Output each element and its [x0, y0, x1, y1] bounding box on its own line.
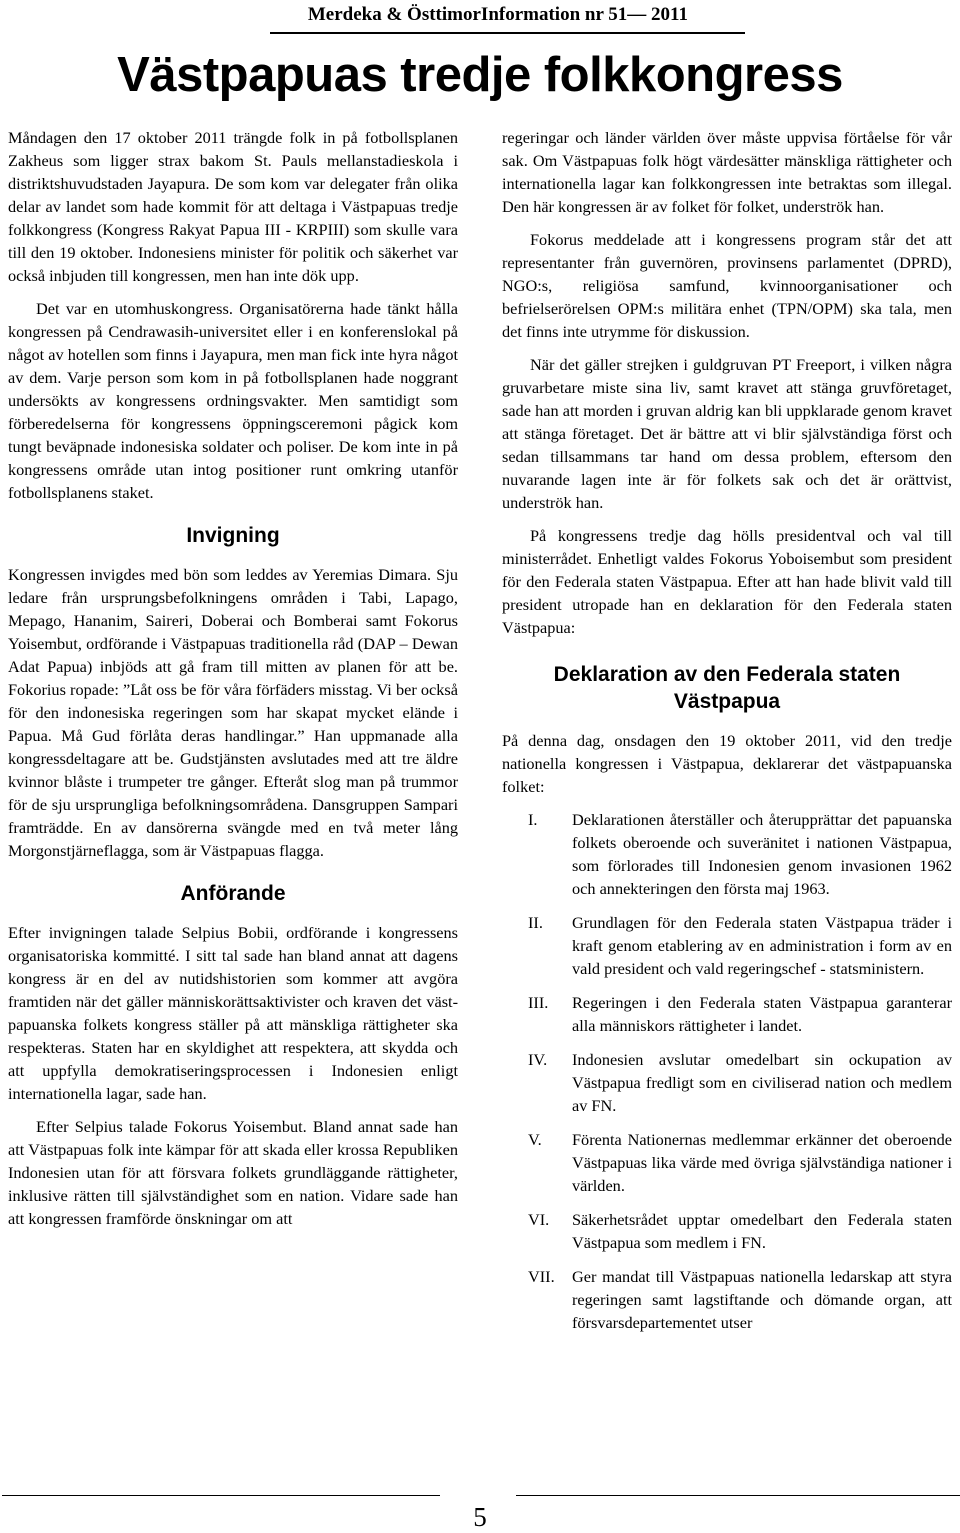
declaration-item-text: Indonesien avslutar omedelbart sin ockupation av Västpapua fredligt som en civiliserad nation och medlem av FN.	[572, 1050, 952, 1115]
paragraph-declaration-intro: På denna dag, onsdagen den 19 oktober 2011, vid den tredje nationella kongressen i Västpapua, deklarerar det västpapuanska folket:	[502, 731, 952, 796]
paragraph-yoisembut: Efter Selpius talade Fokorus Yoisembut. Bland annat sade han att Västpapuas folk inte kämpar för att skada eller krossa Republiken Indonesien utan för att försvara folkets grundläggande rättigheter, inklusive rätten till självständighet som en nation. Vidare sade han att kongressen framförde önskningar om att	[8, 1117, 458, 1228]
paragraph-speech: Efter invigningen talade Selpius Bobii, ordförande i kongressens organisatoriska kommitté. I sitt tal sade han bland annat att dagens kongress är en del av nutidshistorien som kommer att avgöra framtiden när det gäller människorättsaktivister och kraven det västpapuanska folkets kongress ställer på att mänskliga rättigheter ska respekteras. Staten har en skyldighet att respektera, att skydda och att uppfylla demokratiseringsprocessen i Indonesien enligt internationella lagar, sade han.	[8, 923, 458, 1103]
declaration-item-number: V.	[528, 1130, 542, 1149]
declaration-item	[502, 991, 952, 1037]
section-heading-invigning: Invigning	[186, 524, 280, 547]
declaration-item	[502, 1208, 952, 1254]
paragraph-freeport: När det gäller strejken i guldgruvan PT Freeport, i vilken några gruvarbetare miste sina liv, samt kravet att stänga gruvföretaget, sade han att morden i gruvan aldrig kan bli uppklarade genom kravet att stänga företaget. Det är bättre att vi blir självständiga först och sedan tillsammans tar hand om dessa problem, eftersom den nuvarande lagen inte är för folkets sak och det är orättvist, underströk han.	[502, 355, 952, 512]
declaration-item	[502, 1265, 952, 1334]
declaration-item-number: VI.	[528, 1210, 550, 1229]
section-heading-anforande: Anförande	[180, 882, 286, 905]
declaration-item-text: Säkerhetsrådet upptar omedelbart den Federala staten Västpapua som medlem i FN.	[572, 1210, 952, 1252]
declaration-item	[502, 808, 952, 900]
header-rule	[270, 32, 745, 34]
article-title: Västpapuas tredje folkkongress	[117, 48, 843, 102]
declaration-item	[502, 911, 952, 980]
declaration-item-number: VII.	[528, 1267, 555, 1286]
declaration-item-text: Regeringen i den Federala staten Västpapua garanterar alla människors rättigheter i landet.	[572, 993, 952, 1035]
publication-header: Merdeka & ÖsttimorInformation nr 51— 2011	[307, 4, 688, 25]
footer-rule-left	[2, 1495, 440, 1496]
page-number: 5	[473, 1502, 487, 1532]
declaration-item-number: III.	[528, 993, 549, 1012]
declaration-item-number: IV.	[528, 1050, 548, 1069]
footer-rule-right	[516, 1495, 960, 1496]
left-column	[8, 126, 458, 1230]
paragraph-election: På kongressens tredje dag hölls presidentval och val till ministerrådet. Enhetligt valdes Fokorus Yoboisembut som president för den Federala staten Västpapua. Efter att han hade blivit vald till president utropade han en deklaration för den Federala staten Västpapua:	[502, 526, 952, 637]
paragraph-program: Fokorus meddelade att i kongressens program står det att representanter från guvernören, provinsens parlamentet (DPRD), NGO:s, religiösa samfund, kvinnoorganisationer och befrielserörelsen OPM:s militära enhet (TPN/OPM) ska tala, men det finns inte utrymme för diskussion.	[502, 230, 952, 341]
declaration-item-text: Deklarationen återställer och återupprättar det papuanska folkets oberoende och suveränitet i nationen Västpapua, som förlorades till Indonesien genom invasionen 1962 och annekteringen den första maj 1963.	[572, 810, 952, 898]
declaration-heading: Deklaration av den Federala staten Västpapua	[553, 663, 901, 713]
right-column	[502, 126, 952, 1345]
declaration-item-number: II.	[528, 913, 543, 932]
declaration-item-text: Förenta Nationernas medlemmar erkänner det oberoende Västpapuas lika värde med övriga självständiga nationer i världen.	[572, 1130, 952, 1195]
declaration-item	[502, 1128, 952, 1197]
declaration-list	[502, 808, 952, 1334]
paragraph-intro: Måndagen den 17 oktober 2011 trängde folk in på fotbollsplanen Zakheus som ligger strax bakom St. Pauls mellanstadieskola i distriktshuvudstaden Jayapura. De som kom var delegater från olika delar av landet som hade kommit för att deltaga i Västpapuas tredje folkkongress (Kongress Rakyat Papua III - KRPIII) som skulle vara till den 19 oktober. Indonesiens minister för politik och säkerhet var också inbjuden till kongressen, men han inte dök upp.	[8, 128, 458, 285]
declaration-item-text: Ger mandat till Västpapuas nationella ledarskap att styra regeringen samt lagstiftande och dömande organ, att försvarsdepartementet utser	[572, 1267, 952, 1332]
paragraph-outdoor-congress: Det var en utomhuskongress. Organisatörerna hade tänkt hålla kongressen på Cendrawasih-universitet eller i en konferenslokal på något av hotellen som finns i Jayapura, men man fick inte hyra något av dem. Varje person som kom in på fotbollsplanen hade noggrant undersökts av kongressens ordningsvakter. Men samtidigt som förberedelserna för kongressens öppningsceremoni pågick kom tungt beväpnade indonesiska soldater och poliser. De kom inte in på kongressens område utan intog positioner runt omkring utanför fotbollsplanens staket.	[8, 299, 458, 502]
declaration-item	[502, 1048, 952, 1117]
paragraph-continuation: regeringar och länder världen över måste uppvisa förtåelse för vår sak. Om Västpapuas folk högt värdesätter mänskliga rättigheter och internationella lagar kan folkkongressen inte betraktas som illegal. Den här kongressen är av folket för folket, underströk han.	[502, 128, 952, 216]
declaration-item-number: I.	[528, 810, 538, 829]
paragraph-opening: Kongressen invigdes med bön som leddes av Yeremias Dimara. Sju ledare från ursprungsbefolkningens områden i Tabi, Lapago, Mepago, Hananim, Saireri, Doberai och Bomberai samt Fokorus Yoisembut, ordförande i Västpapuas traditionella råd (DAP – Dewan Adat Papua) inbjöds att gå fram till mitten av planen för att be. Fokorius ropade: ”Låt oss be för våra förfäders misstag. Vi ber också för den indonesiska regeringen som har skapat mycket elände i Papua. Må Gud förlåta deras handlingar.” Han uppmanade alla kongressdeltagare att be. Gudstjänsten avslutades med att tre äldre kvinnor blåste i trumpeter tre gånger. Efteråt slog man på trummor för de sju ursprungliga befolkningsområdena. Dansgruppen Sampari framträdde. En av dansörerna svängde med en två meter lång Morgonstjärneflagga, som är Västpapuas flagga.	[8, 565, 458, 860]
declaration-item-text: Grundlagen för den Federala staten Västpapua träder i kraft genom etablering av en administration i form av en vald president och vald regeringschef - statsministern.	[572, 913, 952, 978]
